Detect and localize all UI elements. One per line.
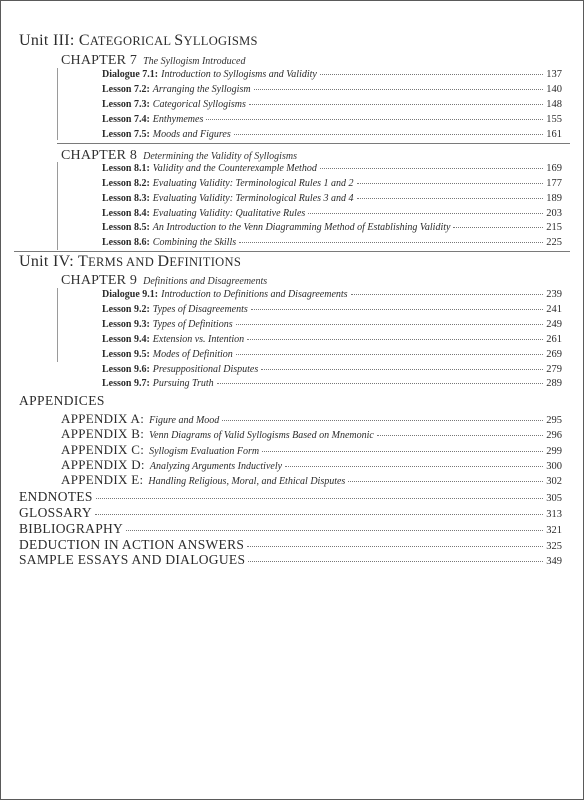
dot-leader bbox=[261, 369, 543, 370]
page-number: 261 bbox=[546, 334, 562, 345]
dot-leader bbox=[320, 168, 543, 169]
entry-label: Lesson 9.3: bbox=[102, 319, 150, 330]
entry-label: Dialogue 7.1: bbox=[102, 69, 159, 80]
entry-label: APPENDIX C: bbox=[61, 442, 145, 457]
dot-leader bbox=[234, 134, 543, 135]
toc-entry[interactable] bbox=[102, 304, 562, 317]
entry-label: APPENDIX E: bbox=[61, 472, 144, 487]
chapter-bracket bbox=[57, 162, 58, 250]
chapter-heading-7: CHAPTER 7 The Syllogism Introduced bbox=[61, 53, 246, 68]
page-number: 241 bbox=[546, 304, 562, 315]
dot-leader bbox=[357, 198, 544, 199]
dot-leader bbox=[126, 530, 543, 531]
toc-entry[interactable] bbox=[102, 84, 562, 97]
entry-title: Venn Diagrams of Valid Syllogisms Based on Mnemonic bbox=[149, 430, 374, 441]
dot-leader bbox=[262, 451, 543, 452]
entry-label: Lesson 8.2: bbox=[102, 178, 150, 189]
entry-label: Lesson 7.5: bbox=[102, 129, 150, 140]
dot-leader bbox=[320, 74, 543, 75]
page-number: 177 bbox=[546, 178, 562, 189]
entry-title: Extension vs. Intention bbox=[152, 334, 245, 345]
entry-label: Lesson 8.4: bbox=[102, 208, 150, 219]
entry-title: Introduction to Definitions and Disagreements bbox=[161, 289, 348, 300]
entry-label: Lesson 7.2: bbox=[102, 84, 150, 95]
entry-label: GLOSSARY bbox=[19, 505, 92, 520]
dot-leader bbox=[348, 481, 543, 482]
entry-label: Lesson 9.5: bbox=[102, 349, 150, 360]
entry-title: Figure and Mood bbox=[149, 415, 220, 426]
entry-label: Lesson 8.6: bbox=[102, 237, 150, 248]
page-number: 203 bbox=[546, 208, 562, 219]
page-number: 321 bbox=[546, 525, 562, 536]
entry-label: Lesson 7.4: bbox=[102, 114, 150, 125]
page-number: 305 bbox=[546, 493, 562, 504]
page-number: 299 bbox=[546, 446, 562, 457]
entry-title: Evaluating Validity: Terminological Rules 1 and 2 bbox=[152, 178, 354, 189]
entry-title: Syllogism Evaluation Form bbox=[149, 446, 260, 457]
entry-label: APPENDIX B: bbox=[61, 426, 145, 441]
entry-label: Lesson 8.3: bbox=[102, 193, 150, 204]
entry-label: APPENDIX D: bbox=[61, 457, 145, 472]
entry-title: Introduction to Syllogisms and Validity bbox=[161, 69, 317, 80]
entry-title: Combining the Skills bbox=[152, 237, 237, 248]
entry-label: Lesson 7.3: bbox=[102, 99, 150, 110]
page-number: 300 bbox=[546, 461, 562, 472]
dot-leader bbox=[236, 324, 544, 325]
dot-leader bbox=[247, 546, 543, 547]
appendices-heading: APPENDICES bbox=[19, 393, 105, 408]
section-entry-essays[interactable] bbox=[19, 552, 562, 568]
toc-entry[interactable] bbox=[102, 129, 562, 142]
entry-label: Lesson 9.7: bbox=[102, 378, 150, 389]
page-number: 313 bbox=[546, 509, 562, 520]
dot-leader bbox=[236, 354, 543, 355]
entry-label: Lesson 9.6: bbox=[102, 364, 150, 375]
unit-divider bbox=[14, 251, 570, 252]
appendix-entry[interactable] bbox=[61, 411, 562, 425]
entry-label: SAMPLE ESSAYS AND DIALOGUES bbox=[19, 552, 246, 567]
entry-title: Validity and the Counterexample Method bbox=[152, 163, 317, 174]
dot-leader bbox=[222, 420, 543, 421]
entry-title: An Introduction to the Venn Diagramming Method of Establishing Validity bbox=[152, 222, 451, 233]
page-number: 302 bbox=[546, 476, 562, 487]
page-number: 239 bbox=[546, 289, 562, 300]
toc-entry[interactable] bbox=[102, 69, 562, 82]
toc-entry[interactable] bbox=[102, 208, 562, 221]
dot-leader bbox=[217, 383, 544, 384]
dot-leader bbox=[96, 498, 544, 499]
entry-label: Lesson 9.4: bbox=[102, 334, 150, 345]
entry-title: Categorical Syllogisms bbox=[152, 99, 246, 110]
page-number: 161 bbox=[546, 129, 562, 140]
entry-label: Dialogue 9.1: bbox=[102, 289, 159, 300]
toc-entry[interactable] bbox=[102, 163, 562, 176]
dot-leader bbox=[247, 339, 543, 340]
dot-leader bbox=[453, 227, 543, 228]
entry-title: Presuppositional Disputes bbox=[152, 364, 259, 375]
entry-label: APPENDIX A: bbox=[61, 411, 145, 426]
entry-title: Evaluating Validity: Qualitative Rules bbox=[152, 208, 306, 219]
entry-title: Types of Disagreements bbox=[152, 304, 248, 315]
toc-entry[interactable] bbox=[102, 114, 562, 127]
dot-leader bbox=[254, 89, 544, 90]
dot-leader bbox=[285, 466, 543, 467]
section-entry-glossary[interactable] bbox=[19, 505, 562, 521]
toc-entry[interactable] bbox=[102, 222, 562, 235]
page-number: 169 bbox=[546, 163, 562, 174]
entry-title: Types of Definitions bbox=[152, 319, 233, 330]
page-number: 325 bbox=[546, 541, 562, 552]
unit-heading-3: Unit III: CATEGORICAL SYLLOGISMS bbox=[19, 32, 258, 49]
dot-leader bbox=[357, 183, 544, 184]
toc-entry[interactable] bbox=[102, 349, 562, 362]
toc-entry[interactable] bbox=[102, 289, 562, 302]
entry-title: Analyzing Arguments Inductively bbox=[149, 461, 283, 472]
entry-title: Handling Religious, Moral, and Ethical Disputes bbox=[148, 476, 346, 487]
toc-entry[interactable] bbox=[102, 378, 562, 391]
dot-leader bbox=[248, 561, 543, 562]
chapter-bracket bbox=[57, 68, 58, 140]
appendix-entry[interactable] bbox=[61, 472, 562, 486]
page-number: 249 bbox=[546, 319, 562, 330]
section-entry-answers[interactable] bbox=[19, 537, 562, 553]
appendix-entry[interactable] bbox=[61, 442, 562, 456]
page-number: 225 bbox=[546, 237, 562, 248]
entry-title: Arranging the Syllogism bbox=[152, 84, 251, 95]
entry-title: Enthymemes bbox=[152, 114, 204, 125]
dot-leader bbox=[351, 294, 544, 295]
entry-label: Lesson 8.1: bbox=[102, 163, 150, 174]
page-number: 295 bbox=[546, 415, 562, 426]
chapter-divider bbox=[57, 143, 570, 144]
dot-leader bbox=[251, 309, 543, 310]
dot-leader bbox=[95, 514, 543, 515]
page-number: 289 bbox=[546, 378, 562, 389]
entry-label: ENDNOTES bbox=[19, 489, 93, 504]
page-number: 296 bbox=[546, 430, 562, 441]
toc-entry[interactable] bbox=[102, 319, 562, 332]
toc-entry[interactable] bbox=[102, 193, 562, 206]
section-entry-bibliography[interactable] bbox=[19, 521, 562, 537]
dot-leader bbox=[239, 242, 543, 243]
dot-leader bbox=[308, 213, 543, 214]
chapter-bracket bbox=[57, 288, 58, 362]
chapter-heading-8: CHAPTER 8 Determining the Validity of Syllogisms bbox=[61, 148, 297, 163]
toc-entry[interactable] bbox=[102, 99, 562, 112]
appendix-entry[interactable] bbox=[61, 426, 562, 440]
entry-label: Lesson 8.5: bbox=[102, 222, 150, 233]
entry-label: DEDUCTION IN ACTION ANSWERS bbox=[19, 537, 245, 552]
entry-label: Lesson 9.2: bbox=[102, 304, 150, 315]
entry-title: Evaluating Validity: Terminological Rules 3 and 4 bbox=[152, 193, 354, 204]
page-number: 215 bbox=[546, 222, 562, 233]
appendix-entry[interactable] bbox=[61, 457, 562, 471]
entry-title: Moods and Figures bbox=[152, 129, 231, 140]
entry-label: BIBLIOGRAPHY bbox=[19, 521, 124, 536]
page-number: 269 bbox=[546, 349, 562, 360]
entry-title: Modes of Definition bbox=[152, 349, 233, 360]
section-entry-endnotes[interactable] bbox=[19, 489, 562, 505]
dot-leader bbox=[377, 435, 543, 436]
unit-heading-4: Unit IV: TERMS AND DEFINITIONS bbox=[19, 253, 242, 270]
page-number: 155 bbox=[546, 114, 562, 125]
toc-entry[interactable] bbox=[102, 178, 562, 191]
dot-leader bbox=[206, 119, 543, 120]
page-number: 137 bbox=[546, 69, 562, 80]
toc-entry[interactable] bbox=[102, 334, 562, 347]
dot-leader bbox=[249, 104, 543, 105]
page-number: 189 bbox=[546, 193, 562, 204]
entry-title: Pursuing Truth bbox=[152, 378, 214, 389]
page-number: 349 bbox=[546, 556, 562, 567]
page-number: 148 bbox=[546, 99, 562, 110]
page-number: 140 bbox=[546, 84, 562, 95]
page-number: 279 bbox=[546, 364, 562, 375]
toc-entry[interactable] bbox=[102, 237, 562, 250]
chapter-heading-9: CHAPTER 9 Definitions and Disagreements bbox=[61, 273, 268, 288]
toc-entry[interactable] bbox=[102, 364, 562, 377]
